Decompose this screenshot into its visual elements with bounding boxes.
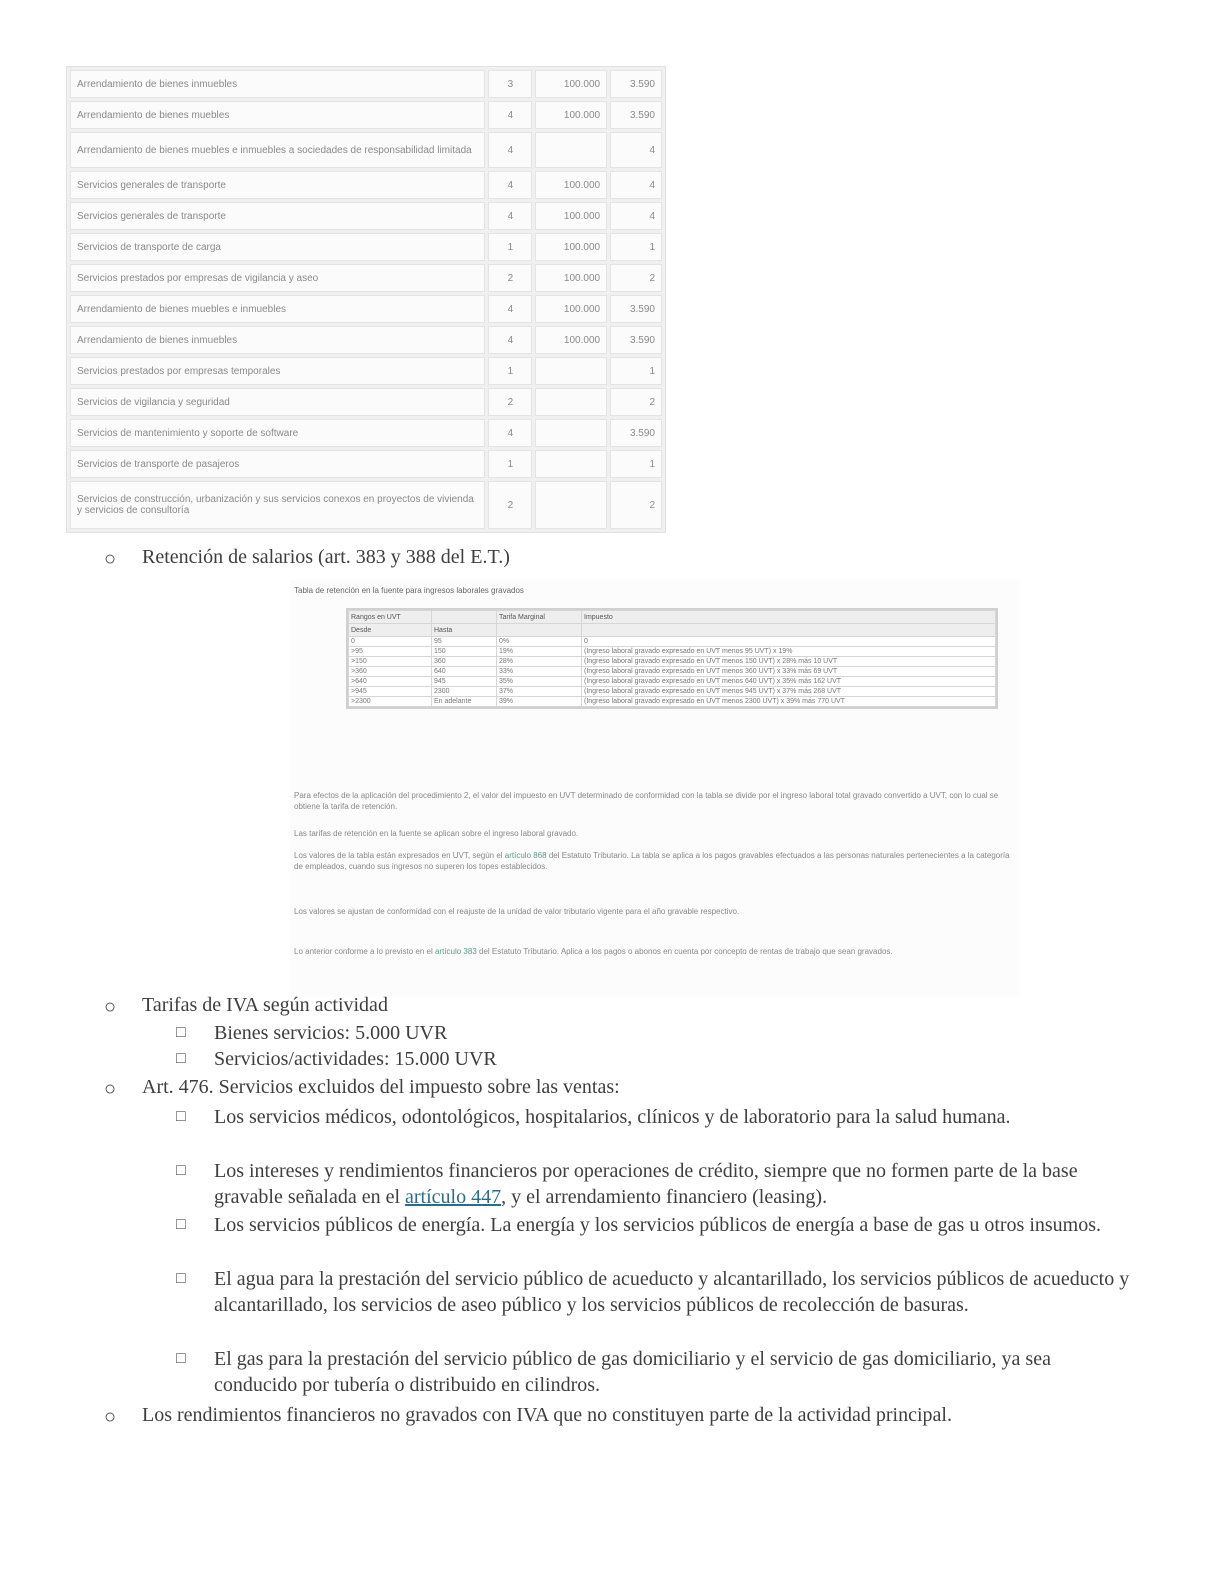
table-cell: 2 [488, 264, 532, 292]
embed-note [294, 850, 1014, 872]
retention-cell: >945 [349, 687, 432, 697]
retention-cell: 640 [432, 667, 497, 677]
retention-header-row [349, 611, 996, 624]
bullet-marker: ○ [104, 1078, 117, 1100]
retention-cell: 19% [497, 647, 582, 657]
retention-cell: 35% [497, 677, 582, 687]
retention-row [349, 697, 996, 707]
table-cell: 3.590 [610, 70, 662, 98]
header-cell: Rangos en UVT [349, 611, 432, 624]
table-cell: 4 [488, 171, 532, 199]
table-cell: Arrendamiento de bienes muebles e inmuebles a sociedades de responsabilidad limitada [70, 132, 485, 168]
table-cell: Servicios de vigilancia y seguridad [70, 388, 485, 416]
table-cell: 1 [488, 233, 532, 261]
bullet-marker: ○ [104, 1406, 117, 1428]
table-cell: Servicios generales de transporte [70, 202, 485, 230]
table-cell: 4 [488, 132, 532, 168]
retention-cell: (Ingreso laboral gravado expresado en UVT menos 640 UVT) x 35% más 162 UVT [582, 677, 996, 687]
retention-cell: (Ingreso laboral gravado expresado en UVT menos 95 UVT) x 19% [582, 647, 996, 657]
table-cell: 2 [488, 481, 532, 529]
table-cell: 2 [488, 388, 532, 416]
section2-title: Tarifas de IVA según actividad [142, 994, 388, 1016]
table-cell: 4 [488, 202, 532, 230]
table-cell: Servicios prestados por empresas temporales [70, 357, 485, 385]
table-cell: Arrendamiento de bienes inmuebles [70, 70, 485, 98]
note-link[interactable]: artículo 383 [434, 947, 477, 956]
embed-note [294, 906, 1014, 917]
note-text: Las tarifas de retención en la fuente se aplican sobre el ingreso laboral gravado. [294, 829, 579, 838]
table-row [70, 233, 662, 261]
header-cell: Impuesto [582, 611, 996, 624]
table-row [70, 202, 662, 230]
table-cell: 100.000 [535, 326, 607, 354]
table-cell: Servicios de mantenimiento y soporte de software [70, 419, 485, 447]
header-cell: Tarifa Marginal [497, 611, 582, 624]
table-cell: 4 [610, 132, 662, 168]
table-cell: 100.000 [535, 101, 607, 129]
retention-cell: 0 [582, 637, 996, 647]
retention-row [349, 657, 996, 667]
table-cell: 100.000 [535, 295, 607, 323]
retention-cell: 0 [349, 637, 432, 647]
table-cell: 100.000 [535, 264, 607, 292]
table-cell: Arrendamiento de bienes inmuebles [70, 326, 485, 354]
section4-title: Los rendimientos financieros no gravados con IVA que no constituyen parte de la actividad principal. [142, 1404, 952, 1426]
table-cell [535, 481, 607, 529]
item-text: Los intereses y rendimientos financieros por operaciones de crédito, siempre que no formen parte de la base gravable señalada en el [214, 1160, 1078, 1208]
retention-cell: 360 [432, 657, 497, 667]
table-row [70, 481, 662, 529]
table-cell: 100.000 [535, 70, 607, 98]
table-cell [535, 419, 607, 447]
retention-cell: >150 [349, 657, 432, 667]
retention-cell: (Ingreso laboral gravado expresado en UVT menos 150 UVT) x 28% más 10 UVT [582, 657, 996, 667]
table-row [70, 450, 662, 478]
table-cell: Servicios prestados por empresas de vigilancia y aseo [70, 264, 485, 292]
table-cell: 4 [488, 419, 532, 447]
embed-note [294, 790, 1014, 812]
section2-item: Servicios/actividades: 15.000 UVR [214, 1048, 497, 1070]
bullet-marker: □ [176, 1350, 186, 1367]
table-cell: 4 [488, 101, 532, 129]
section3-item: El gas para la prestación del servicio público de gas domiciliario y el servicio de gas domiciliario, ya sea conducido por tubería o distribuido en cilindros. [214, 1348, 1051, 1396]
note-text: Los valores de la tabla están expresados en UVT, según el [294, 851, 505, 860]
table-cell: Arrendamiento de bienes muebles e inmuebles [70, 295, 485, 323]
table-cell: 1 [610, 450, 662, 478]
section1-title: Retención de salarios (art. 383 y 388 del E.T.) [142, 546, 510, 568]
retention-cell: >95 [349, 647, 432, 657]
retention-cell: En adelante [432, 697, 497, 707]
table-row [70, 326, 662, 354]
table-cell: 1 [610, 233, 662, 261]
table-row [70, 419, 662, 447]
table-row [70, 295, 662, 323]
table-cell: 4 [610, 202, 662, 230]
table-row [70, 171, 662, 199]
item-text: , y el arrendamiento financiero (leasing). [501, 1186, 828, 1208]
table-cell: 3.590 [610, 419, 662, 447]
retention-cell: 0% [497, 637, 582, 647]
retention-row [349, 677, 996, 687]
table-cell: 2 [610, 264, 662, 292]
retention-row [349, 637, 996, 647]
table-cell: Servicios de transporte de pasajeros [70, 450, 485, 478]
bullet-marker: □ [176, 1270, 186, 1287]
table-cell [535, 132, 607, 168]
retention-cell: 37% [497, 687, 582, 697]
retention-row [349, 687, 996, 697]
top-table [66, 66, 666, 533]
retention-cell: (Ingreso laboral gravado expresado en UVT menos 2300 UVT) x 39% más 770 UVT [582, 697, 996, 707]
note-text: Los valores se ajustan de conformidad con el reajuste de la unidad de valor tributario vigente para el año gravable respectivo. [294, 907, 740, 916]
bullet-marker: □ [176, 1050, 186, 1067]
section2-item: Bienes servicios: 5.000 UVR [214, 1022, 448, 1044]
bullet-marker: ○ [104, 548, 117, 570]
retention-cell: 33% [497, 667, 582, 677]
table-row [70, 70, 662, 98]
retention-cell: 150 [432, 647, 497, 657]
table-cell: 2 [610, 388, 662, 416]
bullet-marker: □ [176, 1024, 186, 1041]
header-cell [497, 624, 582, 637]
header-cell: Hasta [432, 624, 497, 637]
retention-row [349, 647, 996, 657]
table-cell: 1 [488, 450, 532, 478]
bullet-marker: □ [176, 1216, 186, 1233]
embedded-retention-screenshot [290, 580, 1020, 996]
embed-note [294, 828, 1014, 839]
section3-title: Art. 476. Servicios excluidos del impuesto sobre las ventas: [142, 1076, 620, 1098]
table-row [70, 357, 662, 385]
rates-table [67, 67, 665, 532]
bullet-marker: □ [176, 1162, 186, 1179]
retention-cell: 39% [497, 697, 582, 707]
table-cell: Arrendamiento de bienes muebles [70, 101, 485, 129]
bullet-marker: □ [176, 1108, 186, 1125]
article-link[interactable]: artículo 447 [405, 1186, 502, 1208]
table-cell [535, 388, 607, 416]
note-text: del Estatuto Tributario. La tabla se aplica a los pagos gravables efectuados a las personas naturales pertenecientes a la categoría de empleados, cuando sus ingresos no superen los topes establecidos. [294, 851, 1010, 871]
retention-cell: 945 [432, 677, 497, 687]
section3-item: Los servicios médicos, odontológicos, hospitalarios, clínicos y de laboratorio para la salud humana. [214, 1106, 1011, 1128]
retention-cell: 28% [497, 657, 582, 667]
table-cell: 2 [610, 481, 662, 529]
table-cell: 100.000 [535, 171, 607, 199]
retention-cell: >2300 [349, 697, 432, 707]
retention-table [346, 608, 998, 709]
table-cell [535, 450, 607, 478]
table-row [70, 101, 662, 129]
embed-caption: Tabla de retención en la fuente para ingresos laborales gravados [294, 586, 524, 595]
note-text: Para efectos de la aplicación del procedimiento 2, el valor del impuesto en UVT determinado de conformidad con la tabla se divide por el ingreso laboral total gravado convertido a UVT, con lo cual se obtiene la tarifa de retención. [294, 791, 999, 811]
header-cell [582, 624, 996, 637]
table-cell: 4 [488, 295, 532, 323]
table-cell: 100.000 [535, 233, 607, 261]
header-cell [432, 611, 497, 624]
section3-item: Los servicios públicos de energía. La energía y los servicios públicos de energía a base de gas u otros insumos. [214, 1214, 1102, 1236]
table-row [70, 264, 662, 292]
table-cell: 3.590 [610, 326, 662, 354]
retention-cell: (Ingreso laboral gravado expresado en UVT menos 945 UVT) x 37% más 268 UVT [582, 687, 996, 697]
retention-cell: 2300 [432, 687, 497, 697]
note-link[interactable]: artículo 868 [504, 851, 547, 860]
table-cell: 3 [488, 70, 532, 98]
note-text: del Estatuto Tributario. Aplica a los pagos o abonos en cuenta por concepto de rentas de trabajo que sean gravados. [476, 947, 893, 956]
table-cell: 1 [488, 357, 532, 385]
note-text: Lo anterior conforme a lo previsto en el [294, 947, 435, 956]
table-cell: 3.590 [610, 101, 662, 129]
retention-cell: >360 [349, 667, 432, 677]
table-row [70, 388, 662, 416]
table-cell: Servicios generales de transporte [70, 171, 485, 199]
table-cell: 100.000 [535, 202, 607, 230]
retention-row [349, 667, 996, 677]
table-cell [535, 357, 607, 385]
retention-cell: 95 [432, 637, 497, 647]
retention-subheader-row [349, 624, 996, 637]
table-row [70, 132, 662, 168]
table-cell: 1 [610, 357, 662, 385]
section3-item [214, 1158, 1134, 1210]
header-cell: Desde [349, 624, 432, 637]
table-cell: 3.590 [610, 295, 662, 323]
table-cell: 4 [610, 171, 662, 199]
bullet-marker: ○ [104, 996, 117, 1018]
retention-cell: >640 [349, 677, 432, 687]
section3-item: El agua para la prestación del servicio público de acueducto y alcantarillado, los servicios públicos de acueducto y alcantarillado, los servicios de aseo público y los servicios públicos de recolección de basuras. [214, 1268, 1130, 1316]
table-cell: 4 [488, 326, 532, 354]
table-cell: Servicios de transporte de carga [70, 233, 485, 261]
retention-cell: (Ingreso laboral gravado expresado en UVT menos 360 UVT) x 33% más 69 UVT [582, 667, 996, 677]
embed-note [294, 946, 1014, 957]
table-cell: Servicios de construcción, urbanización y sus servicios conexos en proyectos de vivienda y servicios de consultoría [70, 481, 485, 529]
